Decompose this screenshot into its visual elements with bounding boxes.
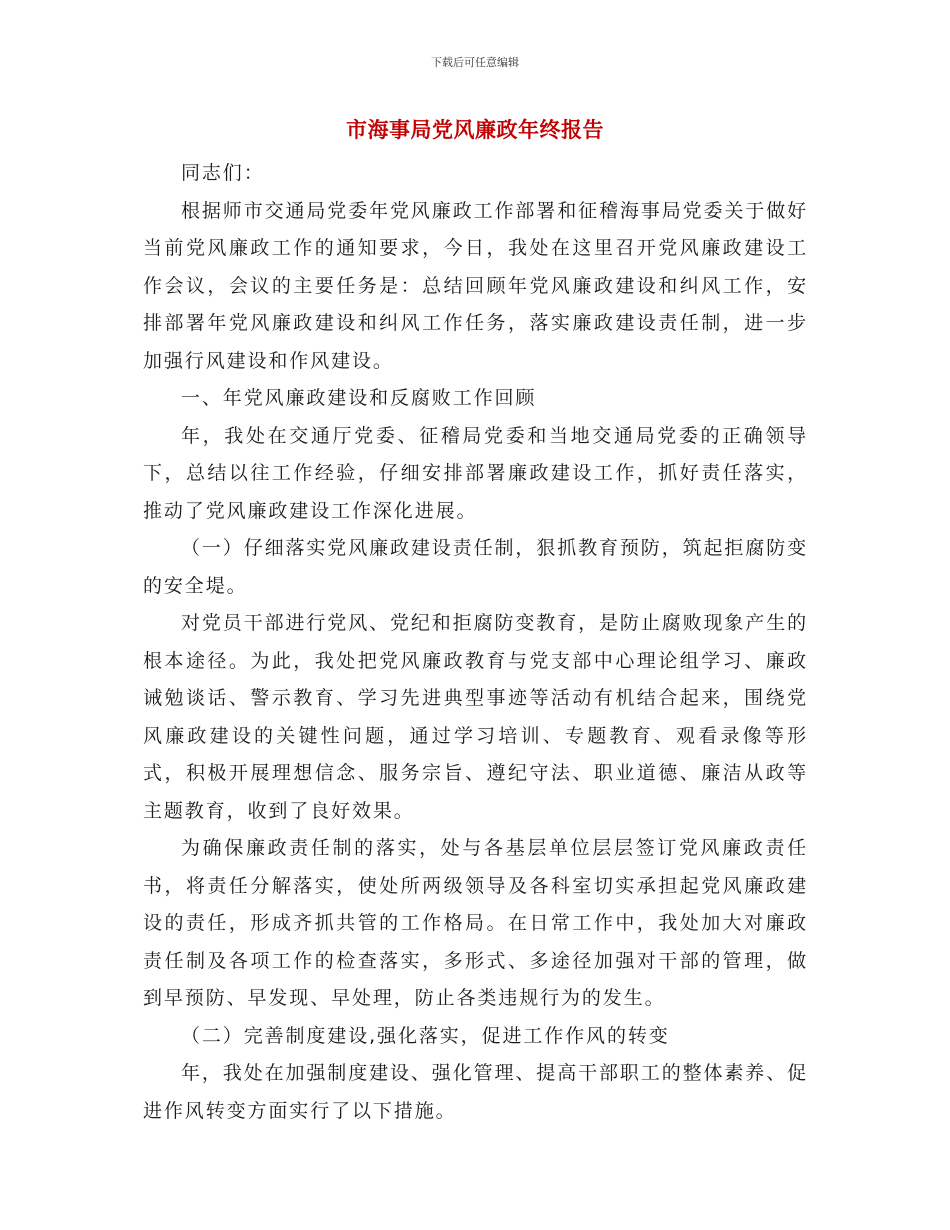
body-paragraph: 对党员干部进行党风、党纪和拒腐防变教育，是防止腐败现象产生的根本途径。为此，我处把党风廉政教育与党支部中心理论组学习、廉政诫勉谈话、警示教育、学习先进典型事迹等活动有机结合起来，围绕党风廉政建设的关键性问题，通过学习培训、专题教育、观看录像等形式，积极开展理想信念、服务宗旨、遵纪守法、职业道德、廉洁从政等主题教育，收到了良好效果。: [143, 612, 809, 822]
salutation: 同志们：: [181, 162, 265, 184]
body-paragraph: 为确保廉政责任制的落实，处与各基层单位层层签订党风廉政责任书，将责任分解落实，使处所两级领导及各科室切实承担起党风廉政建设的责任，形成齐抓共管的工作格局。在日常工作中，我处加大对廉政责任制及各项工作的检查落实，多形式、多途径加强对干部的管理，做到早预防、早发现、早处理，防止各类违规行为的发生。: [143, 837, 808, 1009]
body-paragraph: 年，我处在交通厅党委、征稽局党委和当地交通局党委的正确领导下，总结以往工作经验，仔细安排部署廉政建设工作，抓好责任落实，推动了党风廉政建设工作深化进展。: [143, 424, 808, 522]
body-paragraph: 年，我处在加强制度建设、强化管理、提高干部职工的整体素养、促进作风转变方面实行了以下措施。: [143, 1062, 809, 1122]
page-header-note: 下载后可任意编辑: [431, 56, 519, 69]
subsection-heading: （二）完善制度建设,强化落实，促进工作作风的转变: [181, 1024, 670, 1047]
subsection-heading: （一）仔细落实党风廉政建设责任制，狠抓教育预防，筑起拒腐防变的安全堤。: [143, 537, 809, 597]
section-heading: 一、年党风廉政建设和反腐败工作回顾: [181, 387, 537, 409]
document-title: 市海事局党风廉政年终报告: [346, 117, 604, 142]
document-body: [143, 155, 808, 1130]
body-paragraph: 根据师市交通局党委年党风廉政工作部署和征稽海事局党委关于做好当前党风廉政工作的通知要求，今日，我处在这里召开党风廉政建设工作会议，会议的主要任务是：总结回顾年党风廉政建设和纠风工作，安排部署年党风廉政建设和纠风工作任务，落实廉政建设责任制，进一步加强行风建设和作风建设。: [143, 199, 809, 372]
